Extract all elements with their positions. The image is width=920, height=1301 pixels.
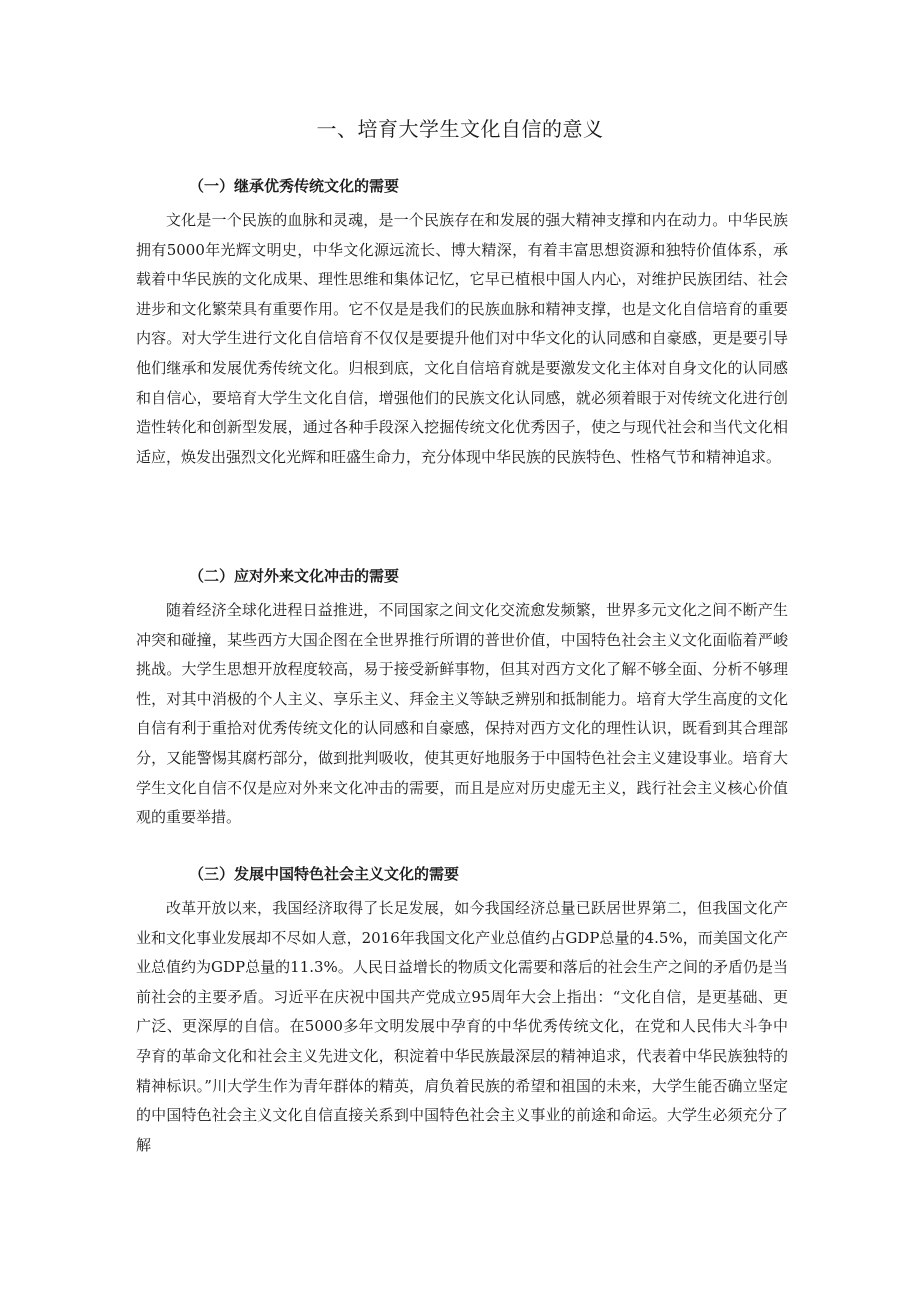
section-heading-2: （二）应对外来文化冲击的需要 (189, 567, 400, 585)
section-heading-1: （一）继承优秀传统文化的需要 (189, 177, 400, 195)
section-paragraph-2: 随着经济全球化进程日益推进，不同国家之间文化交流愈发频繁，世界多元文化之间不断产生冲突和碰撞，某些西方大国企图在全世界推行所谓的普世价值，中国特色社会主义文化面临着严峻挑战。大学生思想开放程度较高，易于接受新鲜事物，但其对西方文化了解不够全面、分析不够理性，对其中消极的个人主义、享乐主义、拜金主义等缺乏辨别和抵制能力。培育大学生高度的文化自信有利于重拾对优秀传统文化的认同感和自豪感，保持对西方文化的理性认识，既看到其合理部分，又能警惕其腐朽部分，做到批判吸收，使其更好地服务于中国特色社会主义建设事业。培育大学生文化自信不仅是应对外来文化冲击的需要，而且是应对历史虚无主义，践行社会主义核心价值观的重要举措。 (136, 601, 788, 827)
section-paragraph-3: 改革开放以来，我国经济取得了长足发展，如今我国经济总量已跃居世界第二，但我国文化产业和文化事业发展却不尽如人意，2016年我国文化产业总值约占GDP总量的4.5%，而美国文化产业总值约为GDP总量的11.3%。人民日益增长的物质文化需要和落后的社会生产之间的矛盾仍是当前社会的主要矛盾。习近平在庆祝中国共产党成立95周年大会上指出：“文化自信，是更基础、更广泛、更深厚的自信。在5000多年文明发展中孕育的中华优秀传统文化，在党和人民伟大斗争中孕育的革命文化和社会主义先进文化，积淀着中华民族最深层的精神追求，代表着中华民族独特的精神标识。”川大学生作为青年群体的精英，肩负着民族的希望和祖国的未来，大学生能否确立坚定的中国特色社会主义文化自信直接关系到中国特色社会主义事业的前途和命运。大学生必须充分了解 (136, 899, 788, 1154)
section-paragraph-1: 文化是一个民族的血脉和灵魂，是一个民族存在和发展的强大精神支撑和内在动力。中华民族拥有5000年光辉文明史，中华文化源远流长、博大精深，有着丰富思想资源和独特价值体系，承载着中华民族的文化成果、理性思维和集体记忆，它早已植根中国人内心，对维护民族团结、社会进步和文化繁荣具有重要作用。它不仅是是我们的民族血脉和精神支撑，也是文化自信培育的重要内容。对大学生进行文化自信培育不仅仅是要提升他们对中华文化的认同感和自豪感，更是要引导他们继承和发展优秀传统文化。归根到底，文化自信培育就是要激发文化主体对自身文化的认同感和自信心，要培育大学生文化自信，增强他们的民族文化认同感，就必须着眼于对传统文化进行创造性转化和创新型发展，通过各种手段深入挖掘传统文化优秀因子，使之与现代社会和当代文化相适应，焕发出强烈文化光辉和旺盛生命力，充分体现中华民族的民族特色、性格气节和精神追求。 (136, 211, 788, 466)
section-heading-3: （三）发展中国特色社会主义文化的需要 (189, 865, 460, 883)
document-title: 一、培育大学生文化自信的意义 (316, 117, 604, 141)
